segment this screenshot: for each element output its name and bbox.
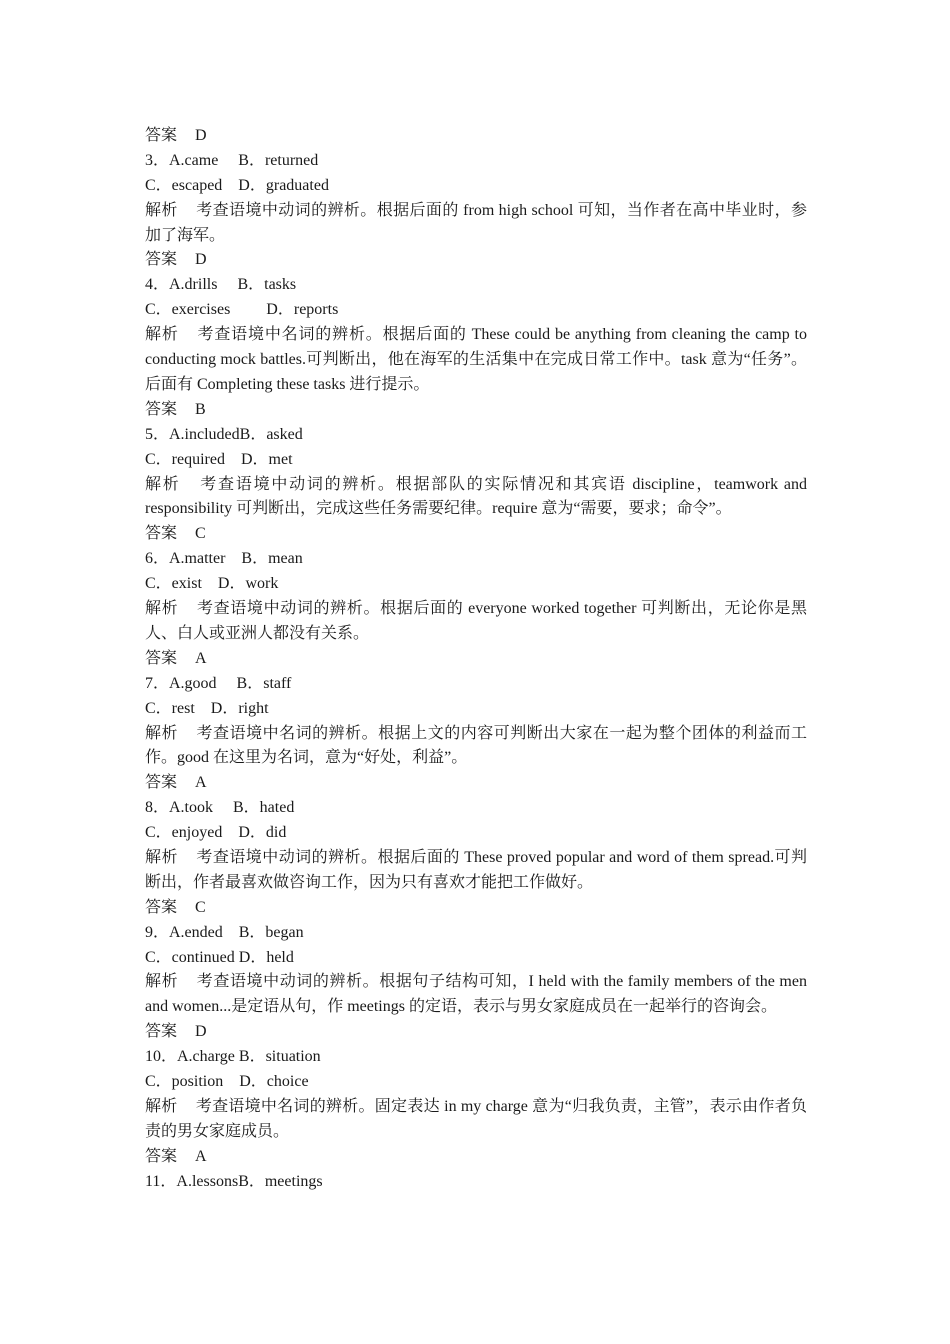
answer-line <box>145 896 807 921</box>
analysis-label: 解析 <box>145 849 178 866</box>
analysis-text: 考查语境中名词的辨析。根据后面的 These could be anything from cleaning the camp to conducting mock battles.可判断出，他在海军的生活集中在完成日常工作中。task 意为“任务”。 后面有 Completing these tasks 进行提示。 <box>145 326 807 393</box>
options-row: C．escaped D．graduated <box>145 176 329 194</box>
analysis-text: 考查语境中名词的辨析。固定表达 in my charge 意为“归我负责，主管”，表示由作者负责的男女家庭成员。 <box>145 1097 807 1140</box>
answer-line <box>145 398 807 423</box>
answer-line <box>145 248 807 273</box>
answer-line <box>145 1020 807 1045</box>
answer-label: 答案 <box>145 1147 178 1165</box>
options-row: 7．A.good B．staff <box>145 674 292 692</box>
answer-value: D <box>195 1023 207 1041</box>
options-row: C．exercises D．reports <box>145 301 339 319</box>
options-row: 10．A.charge B．situation <box>145 1048 321 1066</box>
options-row: 6．A.matter B．mean <box>145 550 303 568</box>
answer-value: A <box>195 649 207 667</box>
options-row: 9．A.ended B．began <box>145 923 304 941</box>
analysis-text: 考查语境中名词的辨析。根据上文的内容可判断出大家在一起为整个团体的利益而工作。good 在这里为名词，意为“好处，利益”。 <box>145 724 807 767</box>
answer-line <box>145 647 807 672</box>
analysis-text: 考查语境中动词的辨析。根据句子结构可知，I held with the family members of the men and women...是定语从句，作 meetings 的定语，表示与男女家庭成员在一起举行的咨询会。 <box>145 973 807 1016</box>
analysis-label: 解析 <box>145 1097 178 1115</box>
analysis-text: 考查语境中动词的辨析。根据后面的 These proved popular and word of them spread.可判断出，作者最喜欢做咨询工作，因为只有喜欢才能把工作做好。 <box>145 849 807 891</box>
options-row: C．continued D．held <box>145 948 294 966</box>
answer-line <box>145 1145 807 1170</box>
answer-value: D <box>195 127 207 144</box>
answer-label: 答案 <box>145 251 178 269</box>
analysis-text: 考查语境中动词的辨析。根据后面的 from high school 可知，当作者在高中毕业时，参加了海军。 <box>145 201 807 244</box>
options-row: 5．A.includedB．asked <box>145 425 303 443</box>
answer-line <box>145 522 807 547</box>
answer-label: 答案 <box>145 774 178 792</box>
options-row: C．exist D．work <box>145 575 279 593</box>
options-row: C．position D．choice <box>145 1073 309 1091</box>
options-row: C．rest D．right <box>145 699 269 717</box>
options-row: 3．A.came B．returned <box>145 151 319 169</box>
answer-label: 答案 <box>145 649 178 667</box>
analysis-paragraph <box>145 199 807 249</box>
answer-value: D <box>195 251 207 269</box>
document-page <box>145 124 807 1195</box>
analysis-paragraph <box>145 846 807 896</box>
answer-value: A <box>195 774 207 792</box>
analysis-label: 解析 <box>145 973 179 991</box>
analysis-text: 考查语境中动词的辨析。根据部队的实际情况和其宾语 discipline，teamwork and responsibility 可判断出，完成这些任务需要纪律。require 意为“需要，要求；命令”。 <box>145 475 807 518</box>
analysis-text: 考查语境中动词的辨析。根据后面的 everyone worked together 可判断出，无论你是黑人、白人或亚洲人都没有关系。 <box>145 600 807 642</box>
answer-value: B <box>195 400 206 418</box>
analysis-paragraph <box>145 970 807 1020</box>
analysis-label: 解析 <box>145 724 179 742</box>
answer-value: C <box>195 525 206 543</box>
options-row: 4．A.drills B．tasks <box>145 276 297 294</box>
analysis-label: 解析 <box>145 326 179 344</box>
analysis-paragraph <box>145 722 807 772</box>
analysis-paragraph <box>145 1095 807 1145</box>
answer-label: 答案 <box>145 898 178 916</box>
answer-value: C <box>195 898 206 916</box>
options-row: 11．A.lessonsB．meetings <box>145 1172 323 1190</box>
options-row: C．enjoyed D．did <box>145 824 287 842</box>
analysis-paragraph <box>145 323 807 398</box>
analysis-label: 解析 <box>145 600 179 618</box>
answer-value: A <box>195 1147 207 1165</box>
analysis-label: 解析 <box>145 201 178 219</box>
analysis-paragraph <box>145 597 807 647</box>
options-row: C．required D．met <box>145 450 293 468</box>
options-row: 8．A.took B．hated <box>145 799 295 817</box>
answer-label: 答案 <box>145 127 178 144</box>
analysis-label: 解析 <box>145 475 181 493</box>
answer-label: 答案 <box>145 400 178 418</box>
analysis-paragraph <box>145 473 807 523</box>
answer-label: 答案 <box>145 525 178 543</box>
answer-label: 答案 <box>145 1023 178 1041</box>
answer-line <box>145 771 807 796</box>
answer-line <box>145 124 807 149</box>
